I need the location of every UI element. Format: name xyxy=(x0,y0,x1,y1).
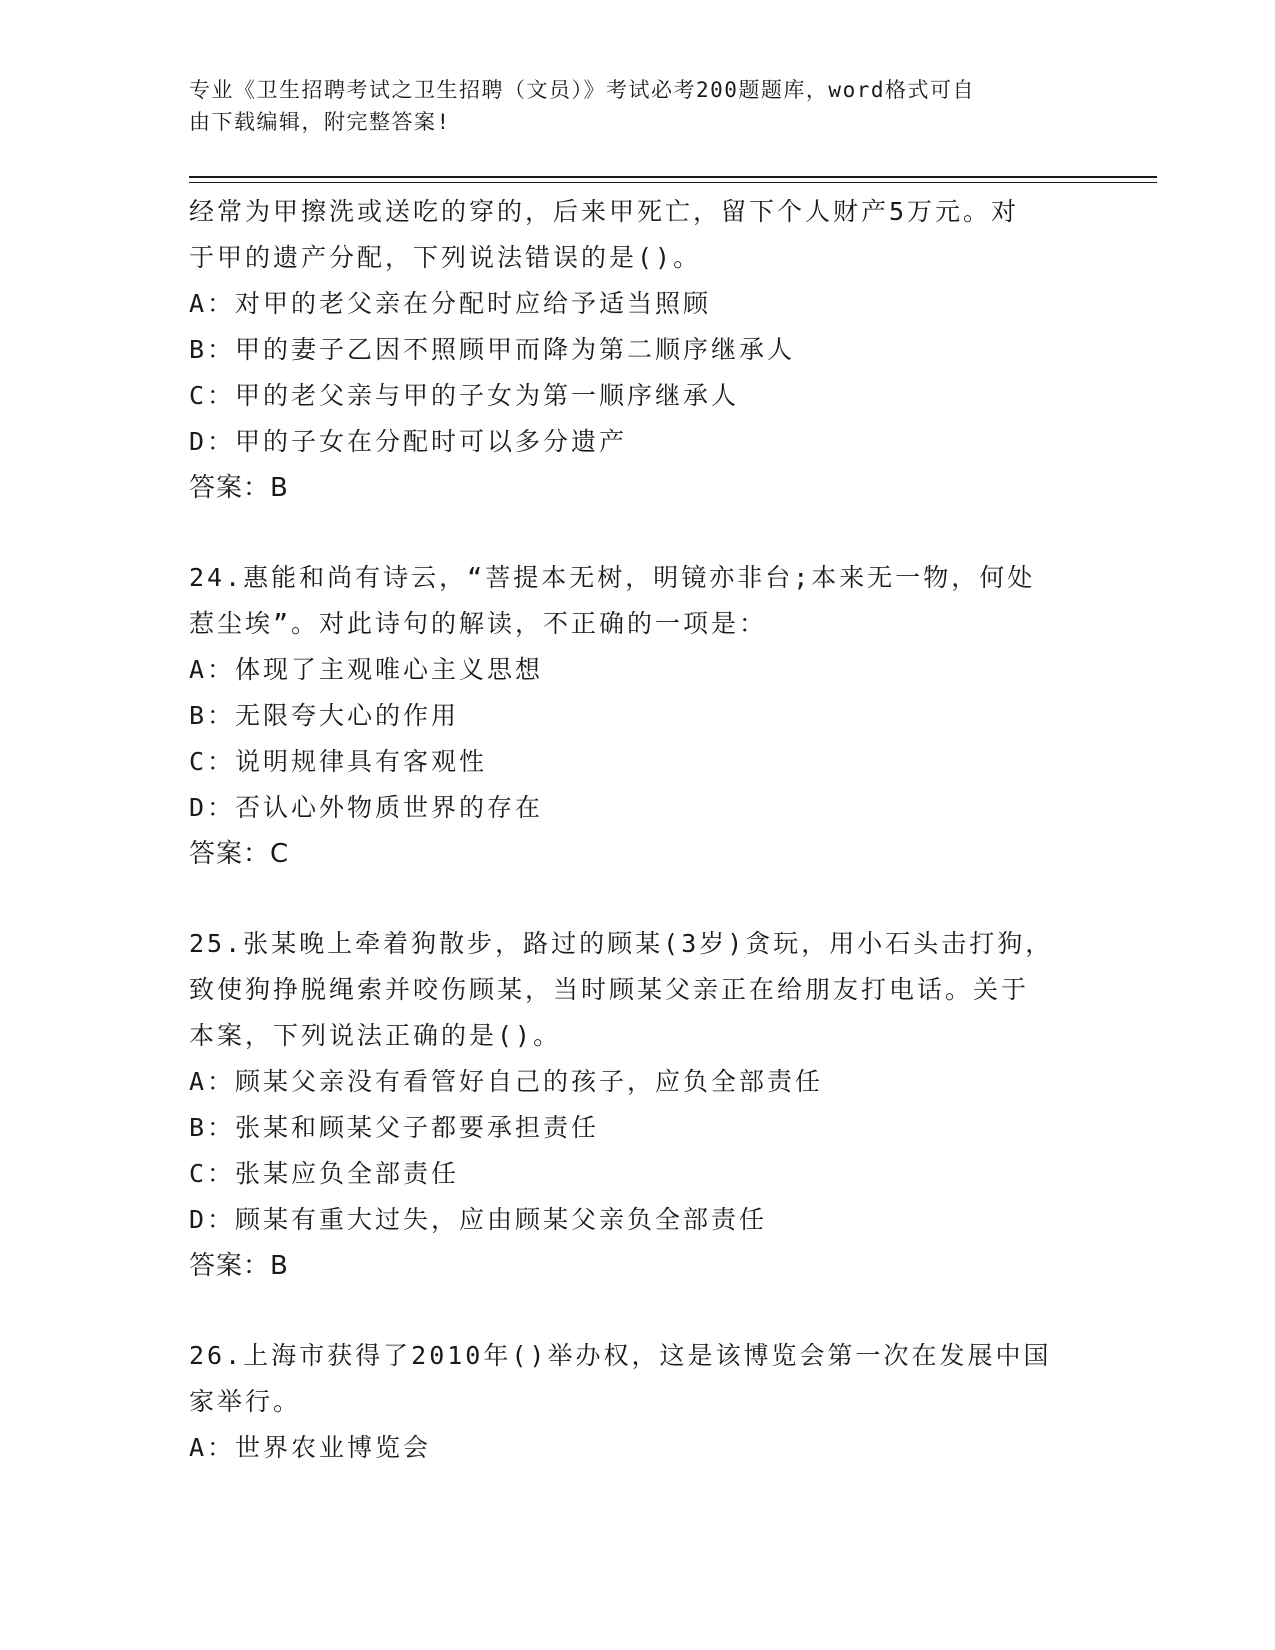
question-block xyxy=(189,189,1069,511)
question-block xyxy=(189,1333,1069,1471)
option-b: B：甲的妻子乙因不照顾甲而降为第二顺序继承人 xyxy=(189,335,796,364)
option-c: C：张某应负全部责任 xyxy=(189,1159,460,1188)
question-block xyxy=(189,555,1069,877)
option-c: C：说明规律具有客观性 xyxy=(189,747,488,776)
question-text-line: 家举行。 xyxy=(189,1387,302,1416)
header-line-1: 专业《卫生招聘考试之卫生招聘（文员）》考试必考200题题库，word格式可自 xyxy=(189,78,975,102)
question-text-line: 于甲的遗产分配，下列说法错误的是()。 xyxy=(189,243,702,272)
question-text-line: 经常为甲擦洗或送吃的穿的，后来甲死亡，留下个人财产5万元。对 xyxy=(189,197,1020,226)
document-header xyxy=(189,74,1089,138)
answer-line: 答案：B xyxy=(189,1251,289,1281)
option-a: A：顾某父亲没有看管好自己的孩子，应负全部责任 xyxy=(189,1067,824,1096)
question-text-line: 24.惠能和尚有诗云，“菩提本无树，明镜亦非台;本来无一物，何处 xyxy=(189,563,1036,592)
question-text-line: 致使狗挣脱绳索并咬伤顾某，当时顾某父亲正在给朋友打电话。关于 xyxy=(189,975,1030,1004)
question-text-line: 惹尘埃”。对此诗句的解读，不正确的一项是： xyxy=(189,609,768,638)
question-block xyxy=(189,921,1069,1289)
option-a: A：体现了主观唯心主义思想 xyxy=(189,655,544,684)
question-list xyxy=(189,189,1069,1471)
option-d: D：甲的子女在分配时可以多分遗产 xyxy=(189,427,628,456)
answer-line: 答案：B xyxy=(189,473,289,503)
header-divider-thin xyxy=(189,182,1157,183)
question-text-line: 本案，下列说法正确的是()。 xyxy=(189,1021,562,1050)
option-d: D：顾某有重大过失，应由顾某父亲负全部责任 xyxy=(189,1205,768,1234)
question-text-line: 25.张某晚上牵着狗散步，路过的顾某(3岁)贪玩，用小石头击打狗， xyxy=(189,929,1054,958)
answer-line: 答案：C xyxy=(189,839,290,869)
option-d: D：否认心外物质世界的存在 xyxy=(189,793,544,822)
option-c: C：甲的老父亲与甲的子女为第一顺序继承人 xyxy=(189,381,740,410)
header-divider-thick xyxy=(189,176,1157,178)
option-b: B：无限夸大心的作用 xyxy=(189,701,460,730)
option-a: A：世界农业博览会 xyxy=(189,1433,432,1462)
option-a: A：对甲的老父亲在分配时应给予适当照顾 xyxy=(189,289,712,318)
question-text-line: 26.上海市获得了2010年()举办权，这是该博览会第一次在发展中国 xyxy=(189,1341,1052,1370)
option-b: B：张某和顾某父子都要承担责任 xyxy=(189,1113,600,1142)
header-line-2: 由下载编辑，附完整答案! xyxy=(189,110,451,134)
